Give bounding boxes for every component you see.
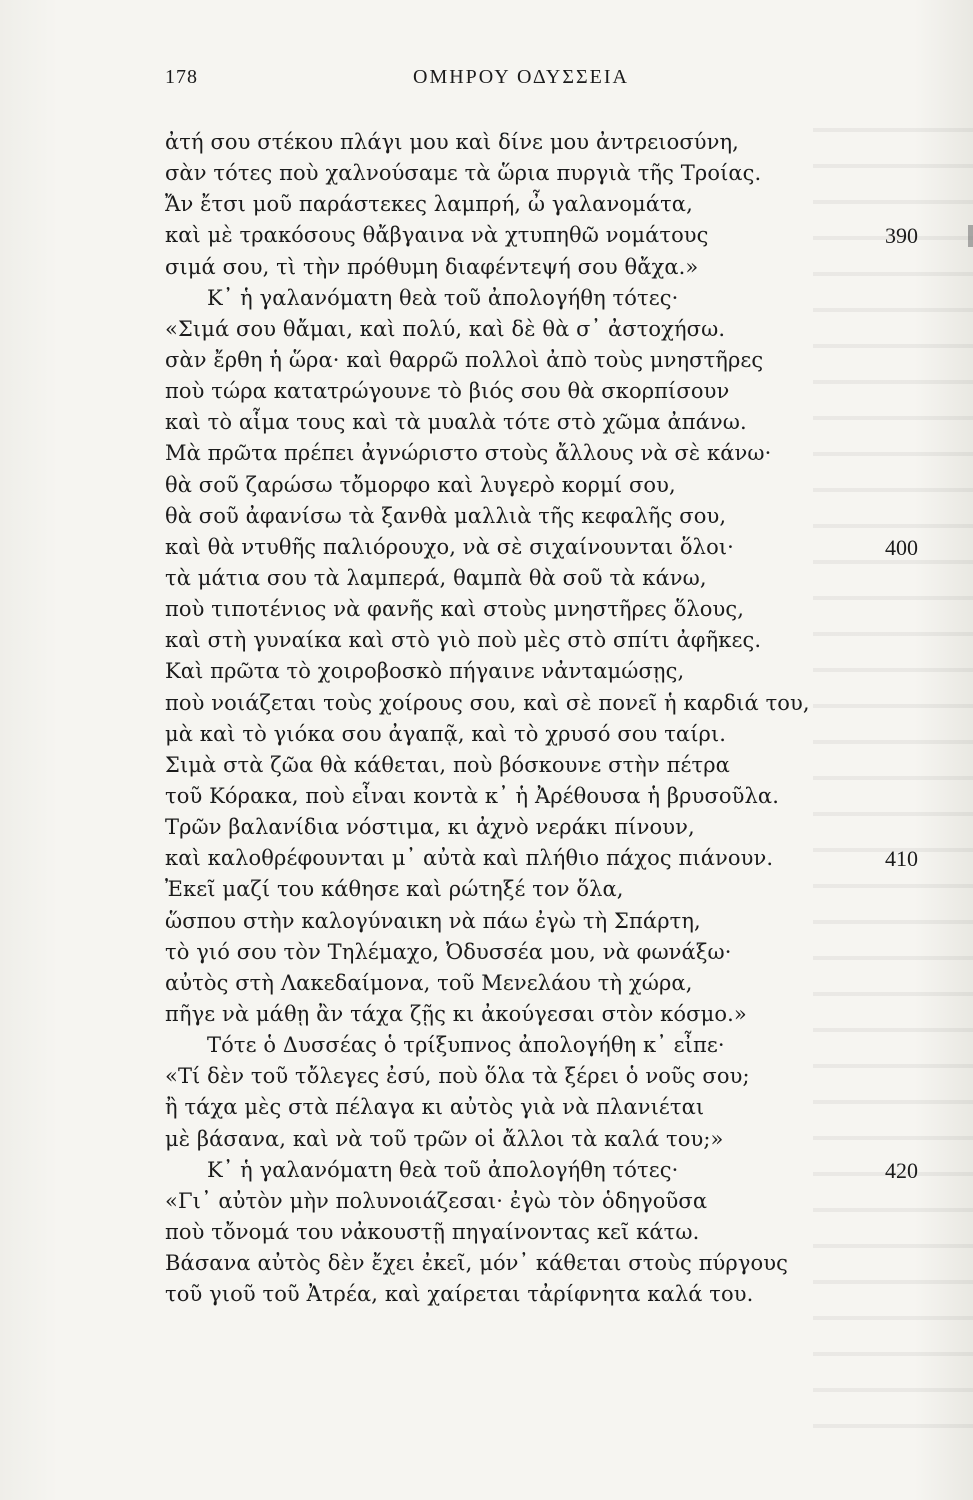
verse-text: ἀτή σου στέκου πλάγι μου καὶ δίνε μου ἀντρειοσύνη, [165,130,739,154]
verse-text: πῆγε νὰ μάθῃ ἂν τάχα ζῇς κι ἀκούγεσαι στὸν κόσμο.» [165,1001,747,1026]
verse-line [165,656,945,687]
verse-list [165,127,945,1310]
verse-text: καὶ μὲ τρακόσους θἄβγαινα νὰ χτυπηθῶ νομάτους [165,223,709,248]
verse-line [165,625,945,656]
verse-line [165,189,945,220]
verse-line [165,781,945,812]
verse-text: τοῦ γιοῦ τοῦ Ἀτρέα, καὶ χαίρεται τἀρίφνητα καλά του. [165,1282,754,1307]
verse-line [165,252,945,283]
page-edge-mark [968,225,973,247]
verse-text: Σιμὰ στὰ ζῶα θὰ κάθεται, ποὺ βόσκουνε στὴν πέτρα [165,752,730,777]
line-number: 390 [885,223,918,249]
verse-text: τὸ γιό σου τὸν Τηλέμαχο, Ὀδυσσέα μου, νὰ φωνάξω· [165,939,732,964]
verse-line [165,937,945,968]
verse-line [165,688,945,719]
verse-line [165,750,945,781]
verse-line [165,314,945,345]
verse-text: Τρῶν βαλανίδια νόστιμα, κι ἀχνὸ νεράκι πίνουν, [165,815,695,840]
verse-line [165,345,945,376]
verse-line [165,812,945,843]
line-number: 410 [885,846,918,872]
verse-text: Καὶ πρῶτα τὸ χοιροβοσκὸ πήγαινε νἀνταμώσῃς, [165,659,685,684]
verse-line [165,1061,945,1092]
verse-line [165,719,945,750]
verse-text: μὲ βάσανα, καὶ νὰ τοῦ τρῶν οἱ ἄλλοι τὰ καλά του;» [165,1126,724,1151]
verse-line [165,1217,945,1248]
verse-line [165,220,945,251]
verse-text: σὰν ἔρθη ἡ ὥρα· καὶ θαρρῶ πολλοὶ ἀπὸ τοὺς μνηστῆρες [165,347,764,372]
verse-text: ἢ τάχα μὲς στὰ πέλαγα κι αὐτὸς γιὰ νὰ πλανιέται [165,1095,705,1120]
verse-line [165,1030,945,1061]
verse-line [165,999,945,1030]
verse-text: καὶ καλοθρέφουνται μ᾽ αὐτὰ καὶ πλήθιο πάχος πιάνουν. [165,846,774,871]
verse-text: ποὺ τιποτένιος νὰ φανῆς καὶ στοὺς μνηστῆρες ὅλους, [165,597,745,622]
verse-text: θὰ σοῦ ἀφανίσω τὰ ξανθὰ μαλλιὰ τῆς κεφαλῆς σου, [165,503,727,528]
verse-text: Μὰ πρῶτα πρέπει ἀγνώριστο στοὺς ἄλλους νὰ σὲ κάνω· [165,441,772,466]
verse-text: Κ᾽ ἡ γαλανόματη θεὰ τοῦ ἀπολογήθη τότες· [207,285,679,310]
page-number: 178 [165,66,198,88]
verse-line [165,906,945,937]
verse-line [165,1248,945,1279]
verse-line [165,1186,945,1217]
verse-text: αὐτὸς στὴ Λακεδαίμονα, τοῦ Μενελάου τὴ χώρα, [165,970,693,995]
verse-text: «Σιμά σου θἄμαι, καὶ πολύ, καὶ δὲ θὰ σ᾽ ἀστοχήσω. [165,316,726,341]
verse-line [165,438,945,469]
verse-line [165,968,945,999]
verse-text: Κ᾽ ἡ γαλανόματη θεὰ τοῦ ἀπολογήθη τότες· [207,1157,679,1182]
line-number: 400 [885,534,918,560]
verse-line [165,532,945,563]
verse-text: «Τί δὲν τοῦ τὄλεγες ἐσύ, ποὺ ὅλα τὰ ξέρει ὁ νοῦς σου; [165,1064,750,1089]
running-title: ΟΜΗΡΟΥ ΟΔΥΣΣΕΙΑ [413,66,629,88]
verse-text: καὶ στὴ γυναίκα καὶ στὸ γιὸ ποὺ μὲς στὸ σπίτι ἀφῆκες. [165,628,762,653]
verse-line [165,376,945,407]
verse-text: καὶ τὸ αἷμα τους καὶ τὰ μυαλὰ τότε στὸ χῶμα ἀπάνω. [165,410,747,435]
verse-text: ποὺ τὄνομά του νἀκουστῇ πηγαίνοντας κεῖ κάτω. [165,1219,700,1244]
verse-text: τοῦ Κόρακα, ποὺ εἶναι κοντὰ κ᾽ ἡ Ἀρέθουσα ἡ βρυσοῦλα. [165,783,779,808]
verse-line [165,407,945,438]
verse-text: Ἐκεῖ μαζί του κάθησε καὶ ρώτηξέ τον ὅλα, [165,877,624,902]
verse-text: «Γι᾽ αὐτὸν μὴν πολυνοιάζεσαι· ἐγὼ τὸν ὁδηγοῦσα [165,1188,708,1213]
running-header [165,66,665,100]
verse-text: καὶ θὰ ντυθῆς παλιόρουχο, νὰ σὲ σιχαίνουνται ὅλοι· [165,534,734,559]
verse-text: τὰ μάτια σου τὰ λαμπερά, θαμπὰ θὰ σοῦ τὰ κάνω, [165,565,707,590]
verse-text: Βάσανα αὐτὸς δὲν ἔχει ἐκεῖ, μόν᾽ κάθεται στοὺς πύργους [165,1251,788,1276]
verse-text: Ἄν ἔτσι μοῦ παράστεκες λαμπρή, ὦ γαλανομάτα, [165,192,693,217]
verse-text: σὰν τότες ποὺ χαλνούσαμε τὰ ὥρια πυργιὰ τῆς Τροίας. [165,161,762,186]
verse-line [165,1279,945,1310]
verse-line [165,501,945,532]
verse-line [165,594,945,625]
verse-text: Τότε ὁ Δυσσέας ὁ τρίξυπνος ἀπολογήθη κ᾽ εἶπε· [207,1033,725,1058]
verse-line [165,1124,945,1155]
verse-text: σιμά σου, τὶ τὴν πρόθυμη διαφέντεψή σου θἄχα.» [165,254,699,279]
verse-line [165,563,945,594]
verse-line [165,127,945,158]
verse-text: ποὺ νοιάζεται τοὺς χοίρους σου, καὶ σὲ πονεῖ ἡ καρδιά του, [165,690,810,715]
verse-text: ὥσπου στὴν καλογύναικη νὰ πάω ἐγὼ τὴ Σπάρτη, [165,908,701,933]
verse-line [165,470,945,501]
verse-text: μὰ καὶ τὸ γιόκα σου ἀγαπᾷ, καὶ τὸ χρυσό σου ταίρι. [165,721,727,746]
verse-line [165,158,945,189]
verse-line [165,1092,945,1123]
verse-text: ποὺ τώρα κατατρώγουνε τὸ βιός σου θὰ σκορπίσουν [165,379,730,404]
verse-line [165,843,945,874]
verse-line [165,283,945,314]
line-number: 420 [885,1157,918,1183]
verse-text: θὰ σοῦ ζαρώσω τὄμορφο καὶ λυγερὸ κορμί σου, [165,472,676,497]
verse-line [165,1155,945,1186]
verse-line [165,874,945,905]
